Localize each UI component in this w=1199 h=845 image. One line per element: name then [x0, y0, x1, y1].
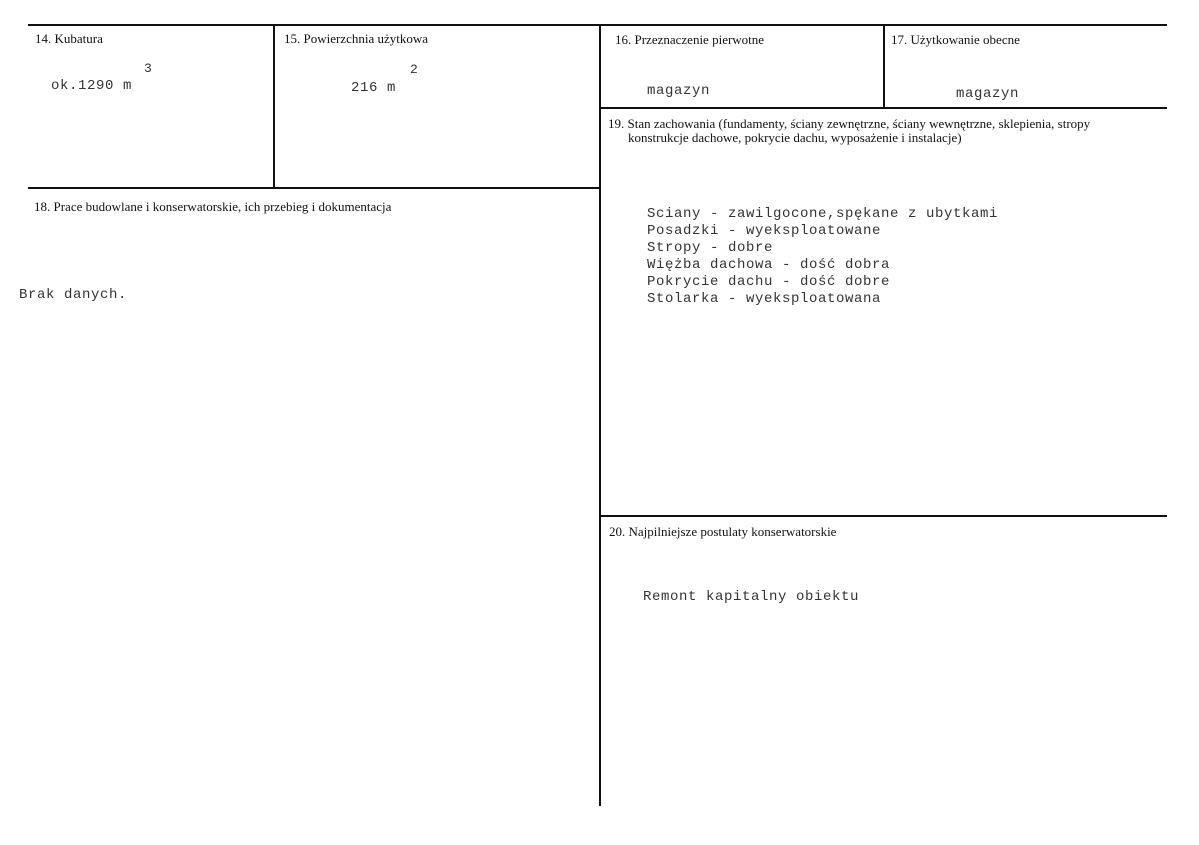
- field-19-condition-list: [647, 206, 998, 308]
- field-18-value: Brak danych.: [19, 287, 128, 303]
- field-16-value: magazyn: [647, 83, 711, 99]
- field-20-value: Remont kapitalny obiektu: [643, 589, 860, 605]
- center-divider: [599, 24, 601, 806]
- row-divider-16-17: [599, 107, 1167, 109]
- field-16-label: 16. Przeznaczenie pierwotne: [615, 32, 765, 47]
- top-border: [28, 24, 1167, 26]
- condition-line: Stolarka - wyeksploatowana: [647, 291, 882, 307]
- field-18-label: 18. Prace budowlane i konserwatorskie, ich przebieg i dokumentacja: [34, 199, 392, 214]
- field-19-label-line2: konstrukcje dachowe, pokrycie dachu, wyposażenie i instalacje): [628, 130, 962, 145]
- row-divider-left: [28, 187, 600, 189]
- field-20-label: 20. Najpilniejsze postulaty konserwatorskie: [609, 524, 837, 539]
- field-17-label: 17. Użytkowanie obecne: [891, 32, 1020, 47]
- divider-14-15: [273, 24, 275, 188]
- field-15-exponent: 2: [410, 62, 419, 77]
- field-14-exponent: 3: [144, 61, 153, 76]
- field-14-label: 14. Kubatura: [35, 31, 103, 46]
- condition-line: Stropy - dobre: [647, 240, 774, 256]
- divider-16-17: [883, 24, 885, 107]
- field-19-label-line1: 19. Stan zachowania (fundamenty, ściany zewnętrzne, ściany wewnętrzne, sklepienia, stropy: [608, 116, 1091, 131]
- field-14-value: ok.1290 m: [51, 78, 133, 94]
- field-15-label: 15. Powierzchnia użytkowa: [284, 31, 429, 46]
- field-15-value: 216 m: [351, 80, 397, 96]
- row-divider-19-20: [599, 515, 1167, 517]
- condition-line: Więżba dachowa - dość dobra: [647, 257, 891, 273]
- condition-line: Pokrycie dachu - dość dobre: [647, 274, 891, 290]
- condition-line: Sciany - zawilgocone,spękane z ubytkami: [647, 206, 999, 222]
- condition-line: Posadzki - wyeksploatowane: [647, 223, 882, 239]
- field-17-value: magazyn: [956, 86, 1020, 102]
